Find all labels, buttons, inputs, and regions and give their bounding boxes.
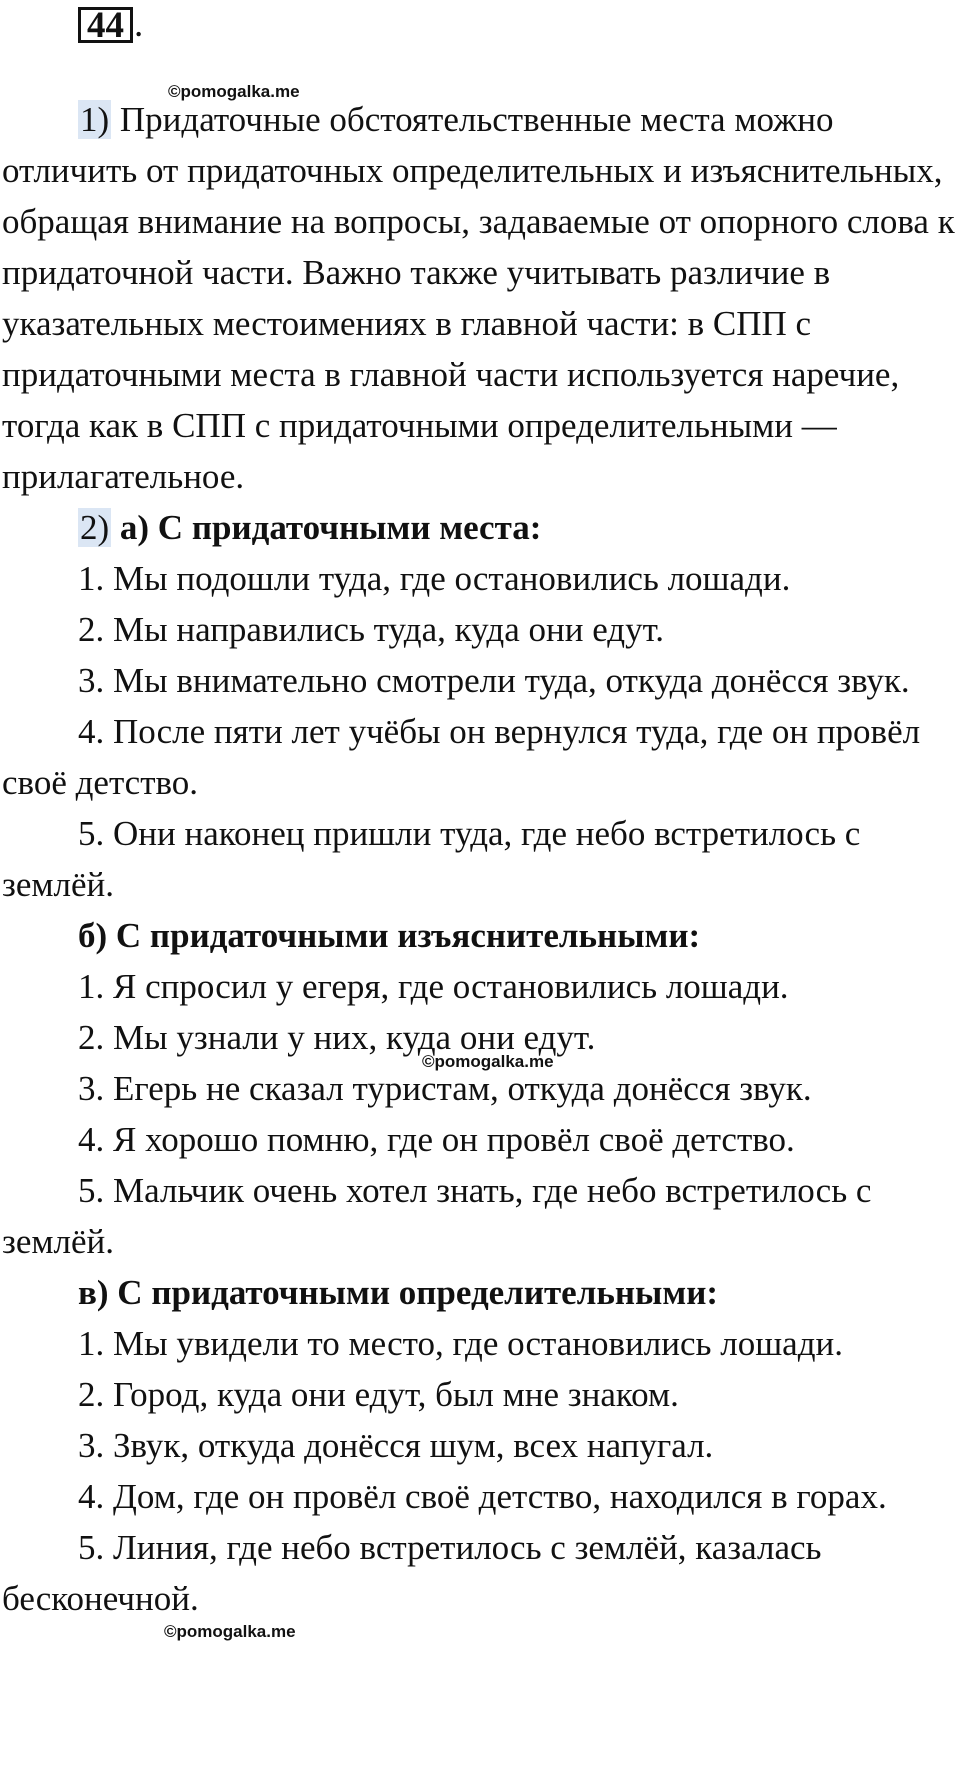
part2-marker: 2) — [80, 508, 110, 547]
task-number — [78, 4, 144, 46]
answer-text — [2, 94, 957, 1624]
list-item: 2. Город, куда они едут, был мне знаком. — [78, 1375, 679, 1414]
watermark: ©pomogalka.me — [422, 1052, 554, 1071]
list-item: 5. Линия, где небо встретилось с землёй, казалась бесконечной. — [2, 1528, 822, 1618]
watermark: ©pomogalka.me — [168, 82, 300, 101]
section-b-heading: б) С придаточными изъяснительными: — [78, 916, 701, 955]
task-number-dot: . — [134, 4, 144, 45]
list-item: 5. Мальчик очень хотел знать, где небо встретилось с землёй. — [2, 1171, 872, 1261]
list-item: 1. Я спросил у егеря, где остановились лошади. — [78, 967, 789, 1006]
list-item: 1. Мы увидели то место, где остановились лошади. — [78, 1324, 843, 1363]
section-a-heading: а) С придаточными места: — [119, 508, 542, 547]
list-item: 2. Мы узнали у них, куда они едут. — [78, 1018, 596, 1057]
list-item: 3. Егерь не сказал туристам, откуда донёсся звук. — [78, 1069, 812, 1108]
part1-marker: 1) — [80, 100, 110, 139]
list-item: 3. Звук, откуда донёсся шум, всех напугал. — [78, 1426, 714, 1465]
part2-heading-a — [2, 502, 957, 553]
list-item: 5. Они наконец пришли туда, где небо встретилось с землёй. — [2, 814, 861, 904]
part1-paragraph — [2, 94, 957, 502]
part1-text: Придаточные обстоятельственные места можно отличить от придаточных определительных и изъяснительных, обращая внимание на вопросы, задаваемые от опорного слова к придаточной части. Важно также учитывать различие в указательных местоимениях в главной части: в СПП с придаточными места в главной части используется наречие, тогда как в СПП с придаточными определительными — прилагательное. — [2, 100, 955, 496]
list-item: 4. Я хорошо помню, где он провёл своё детство. — [78, 1120, 795, 1159]
list-item: 4. Дом, где он провёл своё детство, находился в горах. — [78, 1477, 887, 1516]
list-item: 2. Мы направились туда, куда они едут. — [78, 610, 665, 649]
watermark: ©pomogalka.me — [164, 1622, 296, 1641]
list-item: 3. Мы внимательно смотрели туда, откуда донёсся звук. — [78, 661, 910, 700]
section-c-heading: в) С придаточными определительными: — [78, 1273, 719, 1312]
list-item: 1. Мы подошли туда, где остановились лошади. — [78, 559, 791, 598]
list-item: 4. После пяти лет учёбы он вернулся туда, где он провёл своё детство. — [2, 712, 921, 802]
task-number-box: 44 — [78, 7, 133, 43]
